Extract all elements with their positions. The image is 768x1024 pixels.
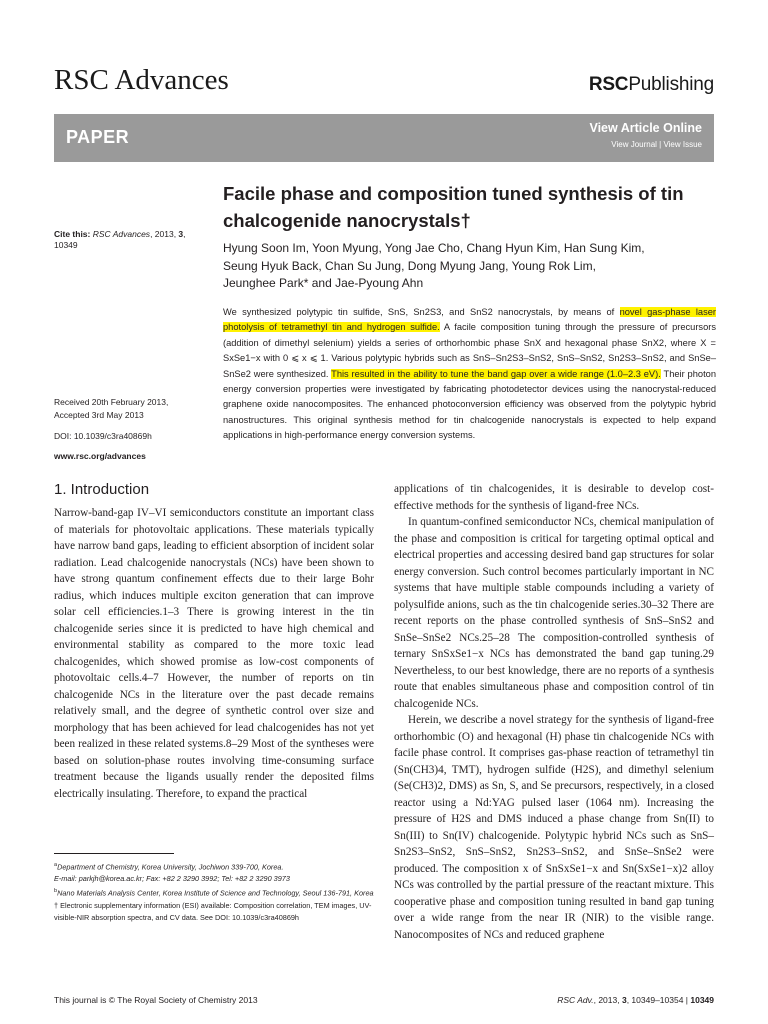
view-article-online-link[interactable]: View Article Online (589, 121, 702, 135)
cite-pages: , 10349 (54, 229, 186, 250)
section-heading-introduction: 1. Introduction (54, 481, 150, 498)
received-date: Received 20th February 2013, (54, 397, 169, 407)
journal-title: RSC Advances (54, 64, 229, 96)
abstract-text-1: We synthesized polytypic tin sulfide, SnS, Sn2S3, and SnS2 nanocrystals, by means of (223, 307, 620, 317)
affiliation-a-text: Department of Chemistry, Korea University, Jochiwon 339-700, Korea. (57, 862, 284, 872)
publisher-logo-rsc: RSC (588, 74, 629, 95)
abstract-text-2: A facile composition tuning through the pressure of precursors (addition of dimethyl selenium) yields a series of orthorhombic phase SnX and hexagonal phase SnX2, where X = SxSe1−x with 0 ⩽ x ⩽ 1. Various polytypic hybrids such as SnS–Sn2S3–SnS2, SnS–SnS2, Sn2S3–SnS2, and SnSe–SnSe2 were synthesized. (223, 322, 716, 379)
body-paragraph: Narrow-band-gap IV–VI semiconductors constitute an important class of materials for photovoltaic applications. These materials typically have narrow band gaps, leading to efficient absorption of incident solar radiation. Lead chalcogenide nanocrystals (NCs) have been shown to have strong quantum confinement effects due to their large Bohr radius, which induces multiple exciton generation that can improve solar cell efficiencies.1–3 There is growing interest in the tin chalcogenide series since it is predicted to have high chemical and environmental stability as compared to the more toxic lead chalcogenides, which showed promise as low-cost components of photovoltaic cells.4–7 However, the number of reports on tin chalcogenide NCs in the literature over the past decade remains relatively small, and the degree of synthetic control over size and morphology that has been achieved for lead chalcogenides has not yet been realized in these related systems.8–29 Most of the syntheses were based on solution-phase routes involving time-consuming surface treatment because the ligands usually render the deposited films electrically insulating. Therefore, to expand the practical (54, 507, 374, 800)
author-list (223, 240, 723, 293)
abstract (223, 305, 716, 444)
page-number: 10349 (690, 995, 714, 1005)
footnote-esi: † Electronic supplementary information (ESI) available: Composition correlation, TEM images, UV-visible-NIR absorption spectra, and CV data. See DOI: 10.1039/c3ra40869h (54, 900, 372, 922)
cite-journal: RSC Advances (92, 229, 151, 239)
author-line-2: Seung Hyuk Back, Chan Su Jung, Dong Myung Jang, Young Rok Lim, (223, 258, 596, 273)
body-paragraph: Herein, we describe a novel strategy for the synthesis of ligand-free orthorhombic (O) and hexagonal (H) phase tin chalcogenide NCs with facile phase control. It comprises gas-phase reaction of tetramethyl tin (Sn(CH3)4, TMT), hydrogen sulfide (H2S), and dimethyl selenium (Se(CH3)2, DMS) as Sn, S, and Se precursors, respectively, in a closed reactor using a Nd:YAG pulsed laser (1064 nm). Increasing the pressure of H2S and DMS induced a phase change from Sn(II) to Sn(III) to Sn(IV) chalcogenide. Polytypic hybrid NCs such as SnS–Sn2S3–SnS2, SnS–SnS2, Sn2S3–SnS2, and SnSe–SnSe2 were produced. The composition x of SnSxSe1−x and Sn(SxSe1−x)2 alloy NCs was controlled by the partial pressure of the reactant mixture. This cooperative phase and composition tuning resulted in band gap tuning over a wide range from the near IR (NIR) to the visible range. Nanocomposites of NCs and reduced graphene (394, 714, 714, 941)
footer-pages: , 10349–10354 | (626, 995, 691, 1005)
author-line-1: Hyung Soon Im, Yoon Myung, Yong Jae Cho, Chang Hyun Kim, Han Sung Kim, (223, 241, 645, 255)
footnote-contact (54, 873, 374, 885)
footer-year: , 2013, (593, 995, 622, 1005)
article-type-label: PAPER (66, 127, 130, 147)
cite-volume: 3 (178, 229, 184, 239)
article-title-line-2: chalcogenide nanocrystals† (223, 210, 471, 231)
article-title (223, 180, 723, 234)
body-paragraph: In quantum-confined semiconductor NCs, chemical manipulation of the phase and composition is critical for targeting optimal optical and electrical properties and accessing desired band gap structures for solar energy conversion. Such control becomes particularly important in NC systems that have multiple stable compounds including a variety of polysulfide anions, such as the tin chalcogenide series.30–32 There are recent reports on the phase controlled synthesis of SnS–SnS2 and SnSe–SnSe2 NCs.25–28 The composition-controlled synthesis of ternary SnSxSe1−x NCs has demonstrated the band gap tuning.29 Nevertheless, to our best knowledge, there are no reports of a synthesis route that enables simultaneous phase and composition control of tin chalcogenide NCs. (394, 516, 714, 710)
body-column-left (54, 505, 374, 802)
abstract-highlight-2: This resulted in the ability to tune the band gap over a wide range (1.0–2.3 eV). (331, 368, 661, 379)
footnote-divider (54, 853, 174, 854)
page-footer-citation (557, 995, 714, 1005)
cite-prefix: Cite this: (54, 229, 93, 239)
publisher-logo (589, 74, 714, 96)
view-journal-issue-links[interactable]: View Journal | View Issue (611, 140, 702, 149)
abstract-text-3: Their photon energy conversion properties were investigated by fabricating photodetector devices using the nanocrystal-reduced graphene oxide nanocomposites. The enhanced photoconversion efficiency was observed from the polytypic hybrid nanostructures. This original synthesis method for tin chalcogenide nanocrystals is expected to help expand applications in high-performance energy conversion systems. (223, 368, 716, 441)
accepted-date: Accepted 3rd May 2013 (54, 409, 144, 420)
abstract-highlight-1: novel gas-phase laser photolysis of tetramethyl tin and hydrogen sulfide. (223, 307, 716, 333)
article-dates (54, 396, 204, 421)
footnotes (54, 859, 374, 924)
journal-url-link[interactable]: www.rsc.org/advances (54, 451, 146, 461)
article-title-line-1: Facile phase and composition tuned synthesis of tin (223, 183, 684, 204)
footnote-affiliation-b: $^b$Nano Materials Analysis Center, Korea Institute of Science and Technology, Seoul 136-791, Korea (54, 888, 374, 898)
citation-info (54, 229, 204, 251)
doi-label[interactable]: DOI: 10.1039/c3ra40869h (54, 431, 152, 441)
article-type-banner (54, 114, 714, 162)
affiliation-b-text: Nano Materials Analysis Center, Korea Institute of Science and Technology, Seoul 136-791, Korea (57, 888, 374, 898)
footer-journal: RSC Adv. (557, 995, 594, 1005)
body-paragraph: applications of tin chalcogenides, it is desirable to develop cost-effective methods for the synthesis of ligand-free NCs. (394, 483, 714, 512)
body-column-right (394, 481, 714, 943)
publisher-logo-publishing: Publishing (628, 74, 714, 95)
contact-text: E-mail: parkjh@korea.ac.kr; Fax: +82 2 3290 3992; Tel: +82 2 3290 3973 (54, 874, 290, 884)
copyright-footer: This journal is © The Royal Society of Chemistry 2013 (54, 995, 258, 1005)
cite-year: , 2013, (150, 229, 179, 239)
footer-volume: 3 (621, 995, 627, 1005)
author-line-3: Jeunghee Park* and Jae-Pyoung Ahn (223, 276, 424, 290)
footnote-affiliation-a: $^a$Department of Chemistry, Korea University, Jochiwon 339-700, Korea. (54, 862, 284, 872)
